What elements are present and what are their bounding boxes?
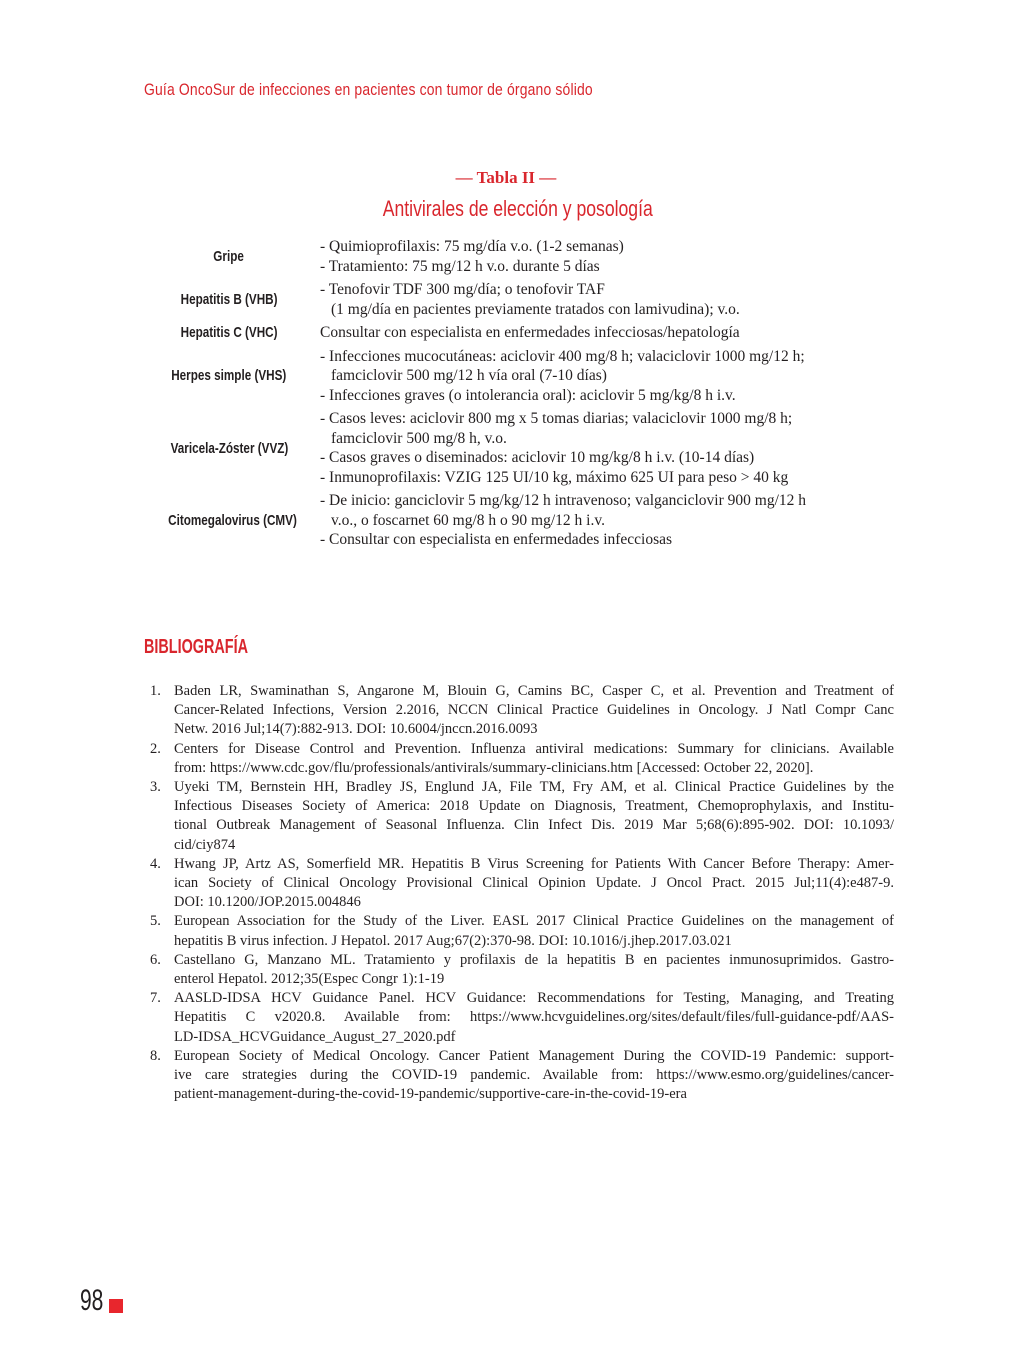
reference-item xyxy=(150,1047,894,1105)
reference-text xyxy=(174,855,894,913)
virus-name: Hepatitis B (VHB) xyxy=(180,291,278,308)
dosage-line: - Tenofovir TDF 300 mg/día; o tenofovir TAF xyxy=(320,281,605,298)
table-row xyxy=(150,237,890,276)
bibliography-list xyxy=(150,682,894,1104)
reference-line: Cancer-Related Infections, Version 2.2016, NCCN Clinical Practice Guidelines in Oncology. J Natl Compr Canc xyxy=(174,702,894,719)
reference-text xyxy=(174,778,894,855)
reference-item xyxy=(150,855,894,913)
dosage-line: famciclovir 500 mg/12 h vía oral (7-10 días) xyxy=(331,367,607,384)
reference-line: enterol Hepatol. 2012;35(Espec Congr 1):1-19 xyxy=(174,971,445,988)
dosage-line: - Quimioprofilaxis: 75 mg/día v.o. (1-2 semanas) xyxy=(320,238,624,255)
reference-line: AASLD-IDSA HCV Guidance Panel. HCV Guidance: Recommendations for Testing, Managing, and Treating xyxy=(174,990,894,1007)
table-label: — Tabla II — xyxy=(455,168,557,187)
dosage-line: - Infecciones mucocutáneas: aciclovir 400 mg/8 h; valaciclovir 1000 mg/12 h; xyxy=(320,347,805,365)
table-row xyxy=(150,347,890,406)
dosage-line: - Casos leves: aciclovir 800 mg x 5 tomas diarias; valaciclovir 1000 mg/8 h; xyxy=(320,410,793,427)
reference-number: 7. xyxy=(150,990,161,1007)
running-header: Guía OncoSur de infecciones en pacientes con tumor de órgano sólido xyxy=(144,80,593,99)
dosage-line: - Inmunoprofilaxis: VZIG 125 UI/10 kg, máximo 625 UI para peso > 40 kg xyxy=(320,468,789,486)
dosage-cell xyxy=(308,323,740,343)
dosage-cell xyxy=(308,409,792,487)
reference-line: cid/ciy874 xyxy=(174,836,236,853)
reference-text xyxy=(174,740,894,778)
reference-line: Netw. 2016 Jul;14(7):882-913. DOI: 10.6004/jnccn.2016.0093 xyxy=(174,721,538,738)
virus-name: Gripe xyxy=(213,248,245,265)
dosage-line: (1 mg/día en pacientes previamente tratados con lamivudina); v.o. xyxy=(331,300,740,318)
reference-line: Infectious Diseases Society of America: 2018 Update on Diagnosis, Treatment, Chemoprophylaxis, and Institu- xyxy=(174,798,894,815)
reference-line: ican Society of Clinical Oncology Provisional Clinical Opinion Update. J Oncol Pract. 2015 Jul;11(4):e487-9. xyxy=(174,875,894,892)
reference-text xyxy=(174,989,894,1047)
reference-item xyxy=(150,778,894,855)
dosage-line: famciclovir 500 mg/8 h, v.o. xyxy=(331,429,507,447)
virus-name-cell xyxy=(150,367,308,384)
page-marker-square xyxy=(109,1299,123,1313)
virus-name: Herpes simple (VHS) xyxy=(171,367,287,385)
reference-text xyxy=(174,912,894,950)
reference-item xyxy=(150,912,894,950)
reference-line: from: https://www.cdc.gov/flu/professionals/antivirals/summary-clinicians.htm [Accessed: October 22, 2020]. xyxy=(174,759,814,776)
virus-name-cell xyxy=(150,440,308,457)
table-title xyxy=(0,196,1012,222)
reference-line: patient-management-during-the-covid-19-pandemic/supportive-care-in-the-covid-19-era xyxy=(174,1086,687,1103)
dosage-line: - Casos graves o diseminados: aciclovir 10 mg/kg/8 h i.v. (10-14 días) xyxy=(320,449,755,466)
reference-line: DOI: 10.1200/JOP.2015.004846 xyxy=(174,894,361,911)
virus-name: Hepatitis C (VHC) xyxy=(180,324,278,342)
reference-line: hepatitis B virus infection. J Hepatol. 2017 Aug;67(2):370-98. DOI: 10.1016/j.jhep.2017.03.021 xyxy=(174,932,732,949)
table-row xyxy=(150,409,890,487)
dosage-line: - Tratamiento: 75 mg/12 h v.o. durante 5 días xyxy=(320,257,600,275)
table-title-text: Antivirales de elección y posología xyxy=(382,196,654,221)
reference-line: Hepatitis C v2020.8. Available from: https://www.hcvguidelines.org/sites/default/files/full-guidance-pdf/AAS- xyxy=(174,1009,894,1026)
reference-number: 5. xyxy=(150,913,161,930)
reference-number: 3. xyxy=(150,779,161,796)
dosage-cell xyxy=(308,347,805,406)
dosage-line: - De inicio: ganciclovir 5 mg/kg/12 h intravenoso; valganciclovir 900 mg/12 h xyxy=(320,492,806,509)
dosage-cell xyxy=(308,237,624,276)
virus-name: Varicela-Zóster (VVZ) xyxy=(170,439,288,457)
reference-item xyxy=(150,740,894,778)
reference-text xyxy=(174,951,894,989)
virus-name-cell xyxy=(150,291,308,308)
reference-item xyxy=(150,989,894,1047)
reference-text xyxy=(174,682,894,740)
table-row xyxy=(150,323,890,343)
dosage-cell xyxy=(308,280,740,319)
reference-number: 1. xyxy=(150,683,161,699)
reference-item xyxy=(150,951,894,989)
virus-name-cell xyxy=(150,512,308,529)
table-row xyxy=(150,491,890,550)
reference-number: 4. xyxy=(150,855,161,872)
bibliography-heading: BIBLIOGRAFÍA xyxy=(144,636,248,658)
reference-line: European Association for the Study of the Liver. EASL 2017 Clinical Practice Guidelines on the management of xyxy=(174,913,894,930)
reference-line: LD-IDSA_HCVGuidance_August_27_2020.pdf xyxy=(174,1028,456,1045)
reference-number: 8. xyxy=(150,1047,161,1064)
dosage-line: - Consultar con especialista en enfermedades infecciosas xyxy=(320,531,673,548)
page-number: 98 xyxy=(80,1284,104,1317)
reference-line: Castellano G, Manzano ML. Tratamiento y profilaxis de la hepatitis B en pacientes inmunosuprimidos. Gastro- xyxy=(174,951,894,968)
reference-line: Baden LR, Swaminathan S, Angarone M, Blouin G, Camins BC, Casper C, et al. Prevention and Treatment of xyxy=(174,683,894,699)
dosage-line: Consultar con especialista en enfermedades infecciosas/hepatología xyxy=(320,324,740,341)
reference-line: Hwang JP, Artz AS, Somerfield MR. Hepatitis B Virus Screening for Patients With Cancer Before Therapy: Amer- xyxy=(174,855,894,872)
reference-line: Centers for Disease Control and Prevention. Influenza antiviral medications: Summary for clinicians. Available xyxy=(174,740,894,757)
dosage-line: - Infecciones graves (o intolerancia oral): aciclovir 5 mg/kg/8 h i.v. xyxy=(320,386,736,404)
virus-name-cell xyxy=(150,248,308,265)
dosage-cell xyxy=(308,491,806,550)
reference-line: ive care strategies during the COVID-19 pandemic. Available from: https://www.esmo.org/guidelines/cancer- xyxy=(174,1067,894,1084)
table-row xyxy=(150,280,890,319)
virus-name: Citomegalovirus (CMV) xyxy=(168,511,297,529)
virus-name-cell xyxy=(150,324,308,341)
antiviral-table xyxy=(150,237,890,554)
reference-line: tional Outbreak Management of Seasonal Influenza. Clin Infect Dis. 2019 Mar 5;68(6):895-902. DOI: 10.1093/ xyxy=(174,817,894,834)
dosage-line: v.o., o foscarnet 60 mg/8 h o 90 mg/12 h i.v. xyxy=(331,511,605,529)
reference-item xyxy=(150,682,894,740)
reference-number: 2. xyxy=(150,740,161,757)
reference-number: 6. xyxy=(150,951,161,968)
reference-text xyxy=(174,1047,894,1105)
reference-line: Uyeki TM, Bernstein HH, Bradley JS, Englund JA, File TM, Fry AM, et al. Clinical Practice Guidelines by the xyxy=(174,779,894,796)
reference-line: European Society of Medical Oncology. Cancer Patient Management During the COVID-19 Pandemic: support- xyxy=(174,1047,894,1064)
